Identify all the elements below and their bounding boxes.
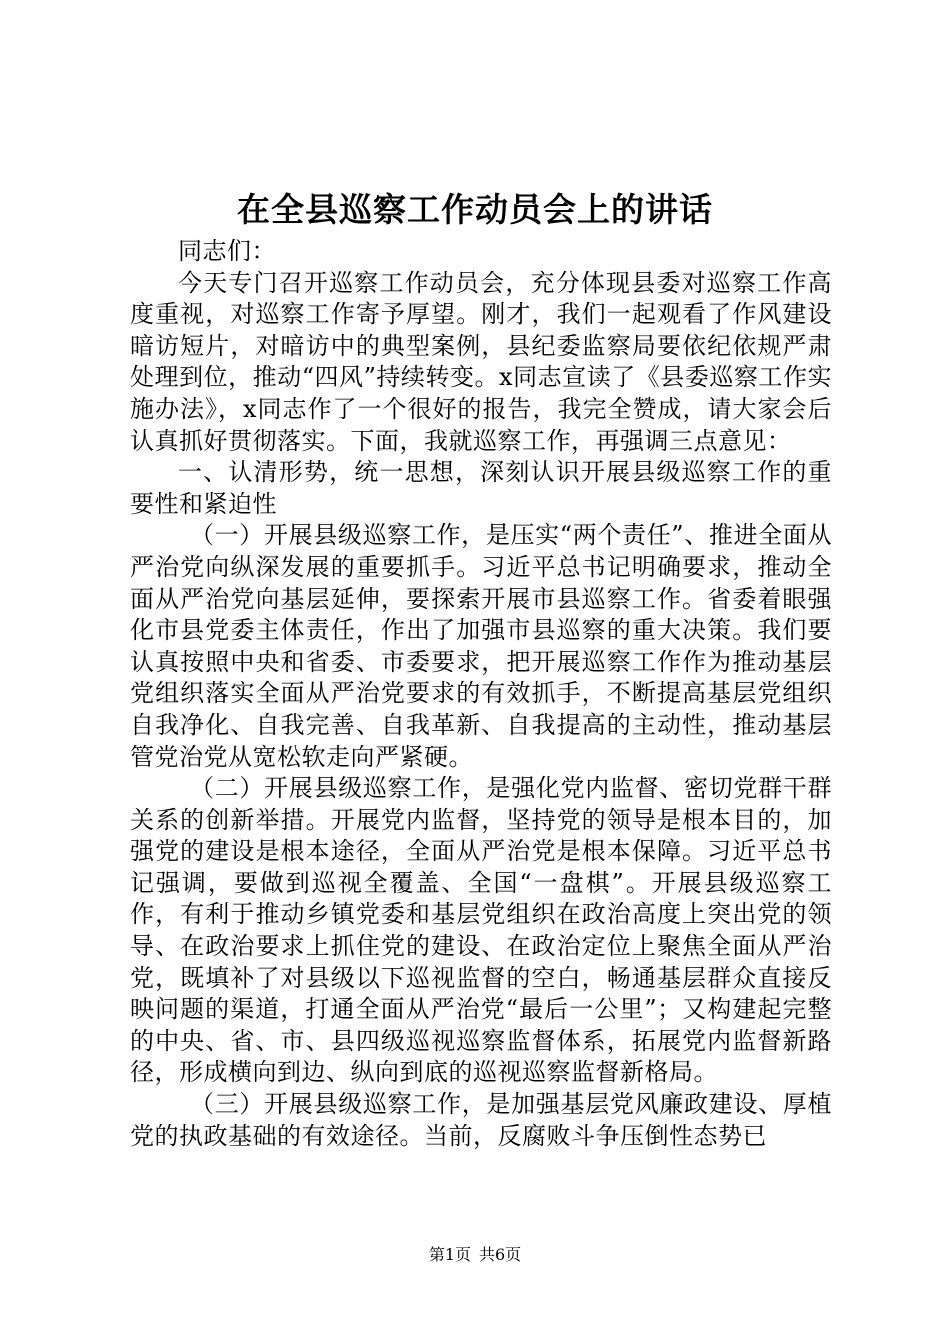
paragraph-point-1: （一）开展县级巡察工作，是压实“两个责任”、推进全面从严治党向纵深发展的重要抓手。习近平总书记明确要求，推动全面从严治党向基层延伸，要探索开展市县巡察工作。省委着眼强化市县党委主体责任，作出了加强市县巡察的重大决策。我们要认真按照中央和省委、市委要求，把开展巡察工作作为推动基层党组织落实全面从严治党要求的有效抓手，不断提高基层党组织自我净化、自我完善、自我革新、自我提高的主动性，推动基层管党治党从宽松软走向严紧硬。 xyxy=(130,521,832,771)
paragraph-intro: 今天专门召开巡察工作动员会，充分体现县委对巡察工作高度重视，对巡察工作寄予厚望。刚才，我们一起观看了作风建设暗访短片，对暗访中的典型案例，县纪委监察局要依纪依规严肃处理到位，推动“四风”持续转变。x同志宣读了《县委巡察工作实施办法》，x同志作了一个很好的报告，我完全赞成，请大家会后认真抓好贯彻落实。下面，我就巡察工作，再强调三点意见： xyxy=(130,268,832,455)
page-number: 第1页 xyxy=(428,1245,471,1264)
document-body xyxy=(130,236,832,1152)
page-footer xyxy=(0,1243,950,1267)
page-total: 共6页 xyxy=(479,1245,522,1264)
paragraph-point-2: （二）开展县级巡察工作，是强化党内监督、密切党群干群关系的创新举措。开展党内监督，坚持党的领导是根本目的，加强党的建设是根本途径，全面从严治党是根本保障。习近平总书记强调，要做到巡视全覆盖、全国“一盘棋”。开展县级巡察工作，有利于推动乡镇党委和基层党组织在政治高度上突出党的领导、在政治要求上抓住党的建设、在政治定位上聚焦全面从严治党，既填补了对县级以下巡视监督的空白，畅通基层群众直接反映问题的渠道，打通全面从严治党“最后一公里”；又构建起完整的中央、省、市、县四级巡视巡察监督体系，拓展党内监督新路径，形成横向到边、纵向到底的巡视巡察监督新格局。 xyxy=(130,774,832,1087)
paragraph-point-3: （三）开展县级巡察工作，是加强基层党风廉政建设、厚植党的执政基础的有效途径。当前，反腐败斗争压倒性态势已 xyxy=(130,1090,832,1150)
section-heading-1: 一、认清形势，统一思想，深刻认识开展县级巡察工作的重要性和紧迫性 xyxy=(130,458,832,518)
salutation: 同志们： xyxy=(178,237,276,265)
document-title: 在全县巡察工作动员会上的讲话 xyxy=(237,190,713,229)
